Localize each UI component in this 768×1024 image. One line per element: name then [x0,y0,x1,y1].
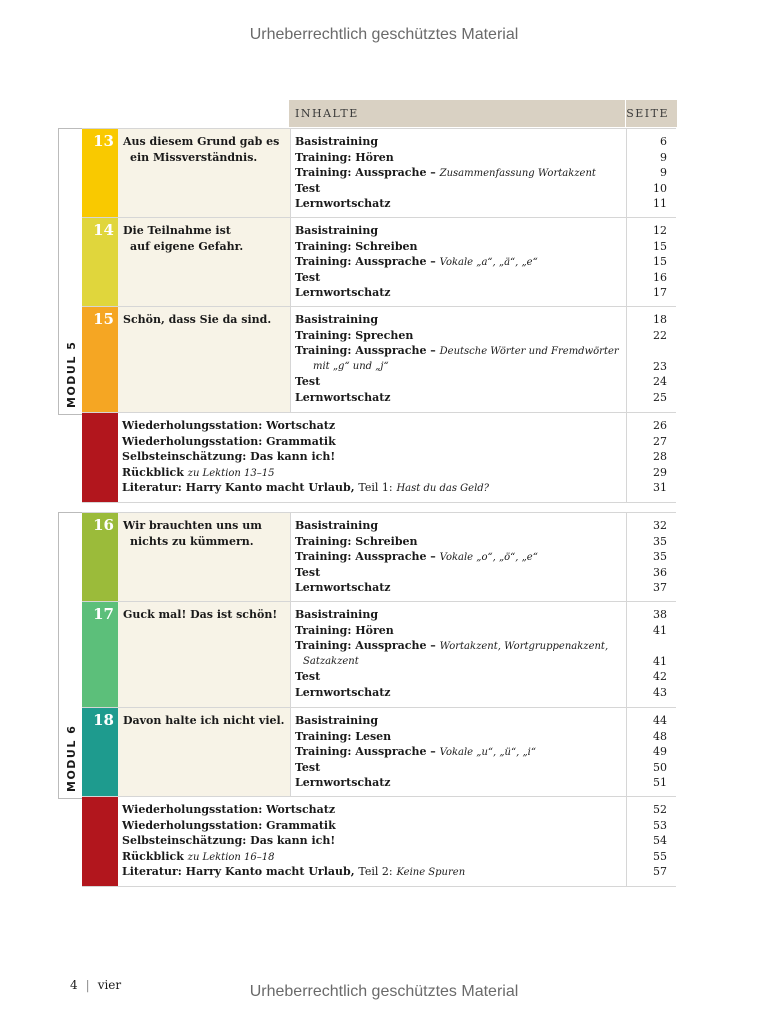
review-item: Wiederholungsstation: Wortschatz [122,419,336,432]
modul-6-review-row [82,796,676,887]
content-item: Basistraining [295,135,379,148]
modul-5-review-row [82,412,676,503]
page-numbers: 18 22 23 24 25 [626,307,677,413]
lesson-contents [290,218,627,307]
lesson-row-14 [82,217,676,307]
content-item: Basistraining [295,608,379,621]
review-item: Literatur: Harry Kanto macht Urlaub, Teil 1: Hast du das Geld? [122,481,490,494]
page-word: vier [97,978,122,992]
content-item: Training: Aussprache – Wortakzent, Wortgruppenakzent, [295,639,609,652]
page-numbers: 32 35 35 36 37 [626,513,677,602]
review-item: Rückblick zu Lektion 16–18 [122,849,275,863]
lesson-number: 17 [93,605,114,623]
lesson-title-cell [118,602,290,708]
content-item: Lernwortschatz [295,776,391,789]
lesson-row-15 [82,306,676,413]
content-item: Test [295,670,321,683]
lesson-row-17 [82,601,676,708]
review-item: Selbsteinschätzung: Das kann ich! [122,834,336,847]
lesson-row-16 [82,512,676,602]
lesson-number: 15 [93,310,114,328]
content-item: Training: Aussprache – Deutsche Wörter und Fremdwörter [295,344,619,357]
lesson-title: Wir brauchten uns um nichts zu kümmern. [123,519,262,548]
header-seite: SEITE [626,107,669,120]
review-item: Selbsteinschätzung: Das kann ich! [122,450,336,463]
content-item: Training: Aussprache – Vokale „a“, „ä“, „e“ [295,255,538,268]
lesson-contents [290,307,627,413]
content-item: Basistraining [295,519,379,532]
content-item: Training: Aussprache – Vokale „o“, „ö“, „e“ [295,550,538,563]
lesson-title-cell [118,307,290,413]
lesson-number: 14 [93,221,114,239]
content-item: Training: Schreiben [295,239,418,253]
lesson-title: Die Teilnahme ist auf eigene Gefahr. [123,224,244,253]
page-numbers: 52 53 54 55 57 [626,797,677,886]
review-item: Wiederholungsstation: Grammatik [122,434,336,448]
page-numbers: 12 15 15 16 17 [626,218,677,307]
lesson-title-cell [118,708,290,797]
lesson-title: Aus diesem Grund gab es ein Missverständnis. [123,135,280,164]
lesson-contents [290,708,627,797]
lesson-row-18 [82,707,676,797]
content-item: Training: Aussprache – Zusammenfassung Wortakzent [295,166,596,179]
lesson-contents [290,129,627,218]
lesson-contents [290,513,627,602]
lesson-number: 16 [93,516,114,534]
footer-divider: | [85,978,90,992]
content-item-continuation: Satzakzent [303,655,359,667]
content-item: Training: Hören [295,150,394,164]
content-item: Basistraining [295,313,379,326]
header-inhalte: INHALTE [295,107,359,120]
content-item: Test [295,181,321,195]
lesson-title-cell [118,513,290,602]
page-numbers: 38 41 41 42 43 [626,602,677,708]
lesson-number: 18 [93,711,114,729]
content-item: Training: Lesen [295,729,392,743]
lesson-number: 13 [93,132,114,150]
content-item: Lernwortschatz [295,390,391,404]
content-item: Lernwortschatz [295,581,391,594]
page-number: 4 [70,978,78,992]
page-numbers: 26 27 28 29 31 [626,413,677,502]
content-item: Training: Sprechen [295,328,414,342]
page-numbers: 6 9 9 10 11 [626,129,677,218]
copyright-watermark-bottom: Urheberrechtlich geschütztes Material [249,983,519,1000]
content-item: Lernwortschatz [295,286,391,299]
lesson-contents [290,602,627,708]
copyright-watermark-top: Urheberrechtlich geschütztes Material [249,26,519,43]
lesson-title-cell [118,218,290,307]
review-contents [118,797,626,886]
modul-5-label: MODUL 5 [65,340,78,408]
page-numbers: 44 48 49 50 51 [626,708,677,797]
content-item: Training: Hören [295,623,394,637]
content-item: Test [295,760,321,774]
modul-6-label: MODUL 6 [65,724,78,792]
table-header [289,100,677,127]
lesson-title-cell [118,129,290,218]
lesson-row-13 [82,128,676,218]
lesson-title: Guck mal! Das ist schön! [123,608,278,621]
review-contents [118,413,626,502]
content-item: Basistraining [295,224,379,237]
content-item: Basistraining [295,714,379,727]
content-item: Test [295,375,321,388]
content-item: Test [295,565,321,579]
review-color-bar [82,797,118,886]
lesson-title: Davon halte ich nicht viel. [123,714,285,727]
lesson-title: Schön, dass Sie da sind. [123,313,272,326]
content-item: Test [295,270,321,284]
content-item: Training: Aussprache – Vokale „u“, „ü“, „i“ [295,745,536,758]
content-item: Lernwortschatz [295,685,391,699]
review-item: Wiederholungsstation: Grammatik [122,818,336,832]
review-item: Literatur: Harry Kanto macht Urlaub, Teil 2: Keine Spuren [122,865,466,878]
review-item: Wiederholungsstation: Wortschatz [122,803,336,816]
content-item: Training: Schreiben [295,534,418,548]
review-item: Rückblick zu Lektion 13–15 [122,465,275,479]
review-color-bar [82,413,118,502]
content-item: Lernwortschatz [295,197,391,210]
content-item-continuation: mit „g“ und „j“ [313,360,389,372]
